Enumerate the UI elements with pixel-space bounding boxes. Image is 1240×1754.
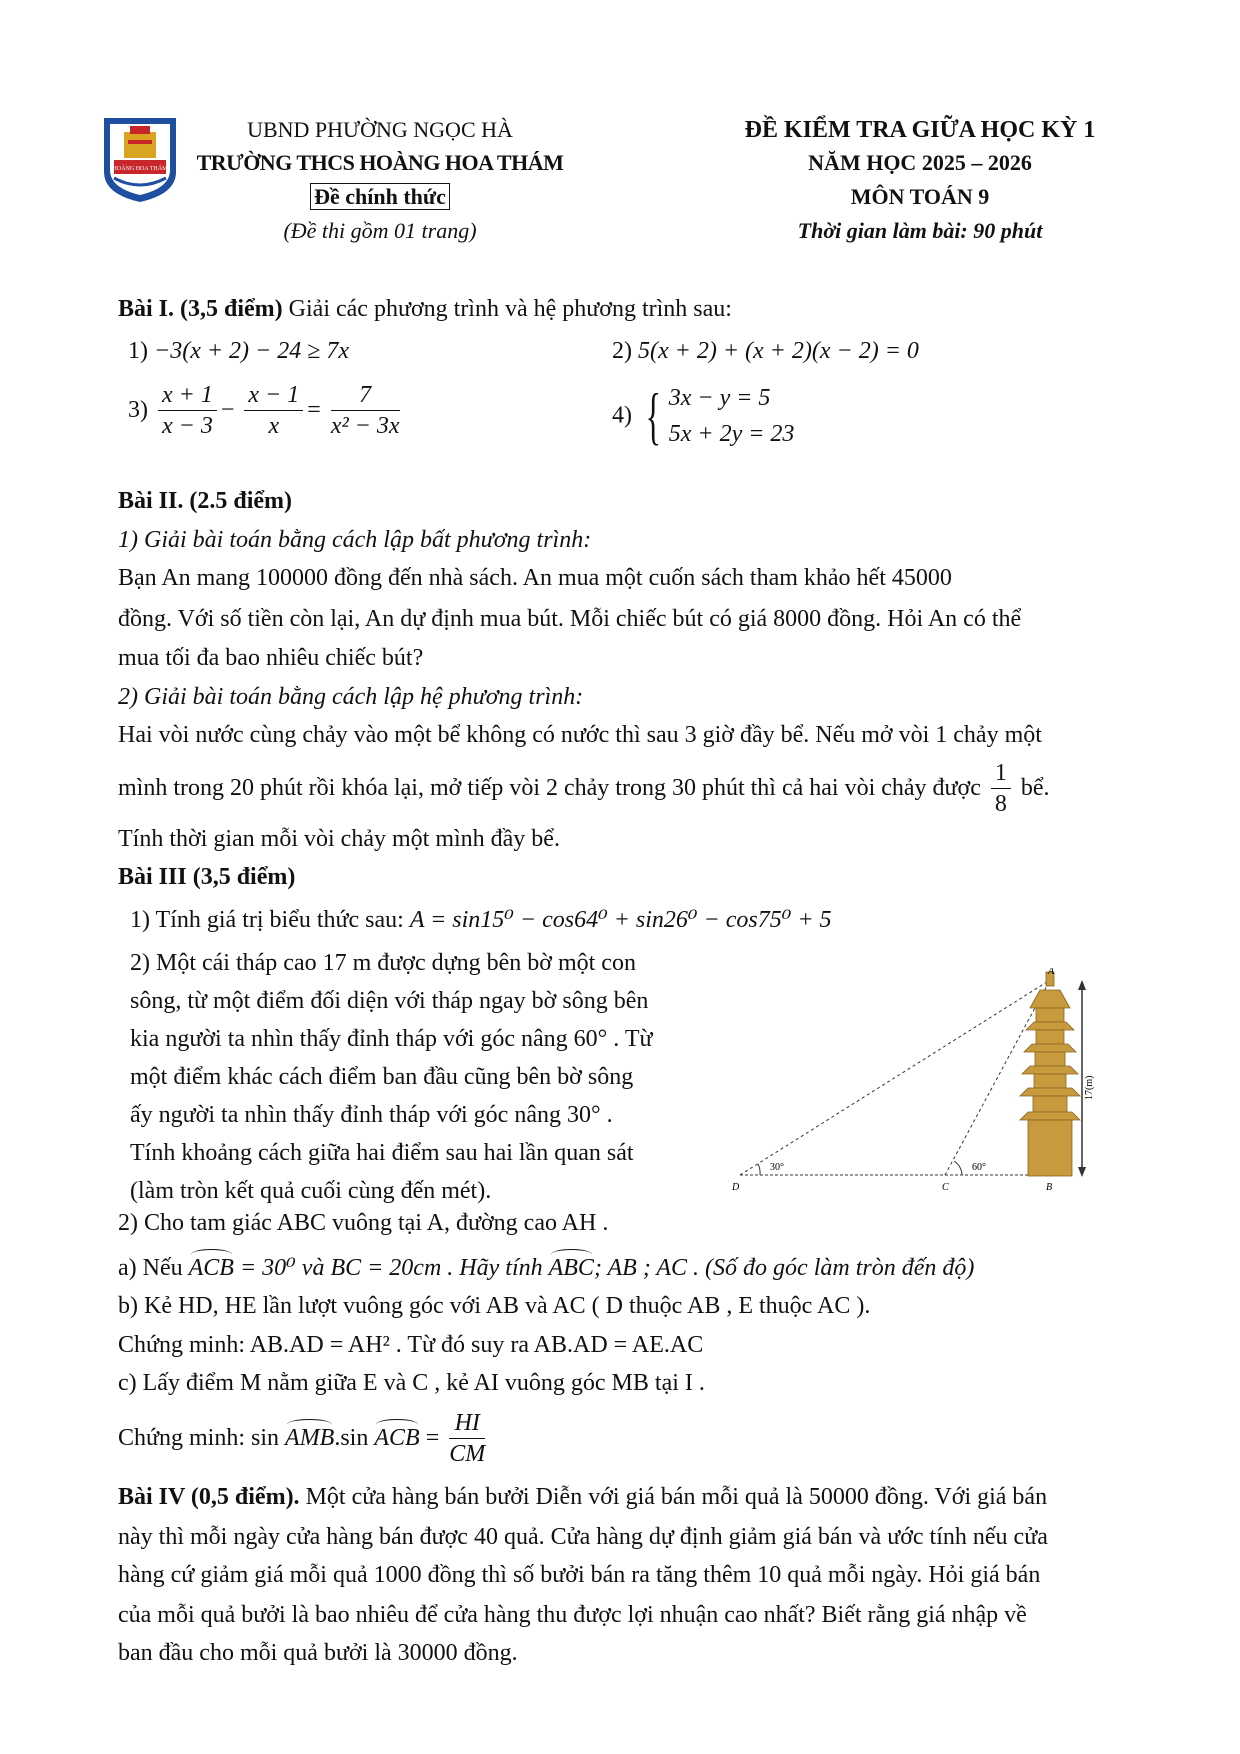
text-span: ; AB ; AC . — [593, 1255, 700, 1281]
angle-d-label: 30° — [770, 1162, 784, 1173]
bai1-q1 — [128, 338, 349, 365]
q2-line: Tính khoảng cách giữa hai điểm sau hai lần quan sát — [130, 1140, 634, 1166]
school-year: NĂM HỌC 2025 – 2026 — [808, 150, 1032, 175]
q2-line: 2) Một cái tháp cao 17 m được dựng bên bờ một con — [130, 950, 636, 976]
text-span: = 30⁰ và BC = 20cm . Hãy tính — [233, 1255, 543, 1281]
text-span: a) Nếu — [118, 1255, 183, 1281]
numerator: 7 — [331, 380, 400, 411]
bai3-qa — [118, 1253, 974, 1282]
bai2-p2-text: Hai vòi nước cùng chảy vào một bể không có nước thì sau 3 giờ đầy bể. Nếu mở vòi 1 chảy một — [118, 722, 1042, 748]
angle: ACB — [188, 1255, 234, 1281]
bai3-qc1: c) Lấy điểm M nằm giữa E và C , kẻ AI vuông góc MB tại I . — [118, 1370, 705, 1396]
angle-c-label: 60° — [972, 1162, 986, 1173]
denominator: x — [268, 413, 280, 439]
bai2-p1-text: Bạn An mang 100000 đồng đến nhà sách. An mua một cuốn sách tham khảo hết 45000 — [118, 565, 952, 591]
bai4-line: hàng cứ giảm giá mỗi quả 1000 đồng thì số bưởi bán ra tăng thêm 10 quả mỗi ngày. Hỏi giá bán — [118, 1562, 1041, 1588]
q2-line: một điểm khác cách điểm ban đầu cũng bên bờ sông — [130, 1064, 634, 1090]
numerator: x − 1 — [244, 380, 303, 411]
fraction — [244, 380, 303, 441]
numerator: HI — [449, 1408, 485, 1439]
bai4-title: Bài IV (0,5 điểm). — [118, 1484, 300, 1510]
q-text: 1) Tính giá trị biểu thức sau: — [130, 907, 404, 933]
denominator: 8 — [994, 791, 1007, 817]
bai3-q1 — [130, 905, 832, 934]
denominator: x² − 3x — [330, 413, 400, 439]
bai3-title: Bài III (3,5 điểm) — [118, 864, 296, 890]
q-expression: −3(x + 2) − 24 ≥ 7x — [154, 338, 350, 364]
height-label: 17(m) — [1084, 1075, 1095, 1100]
bai3-qb1: b) Kẻ HD, HE lần lượt vuông góc với AB và AC ( D thuộc AB , E thuộc AC ). — [118, 1293, 871, 1319]
angle: ACB — [374, 1425, 420, 1451]
q-number: 4) — [612, 402, 632, 429]
denominator: CM — [449, 1441, 486, 1467]
bai3-qb2: Chứng minh: AB.AD = AH² . Từ đó suy ra AB.AD = AE.AC — [118, 1332, 704, 1358]
label-a: A — [1048, 968, 1055, 977]
bai4-line: này thì mỗi ngày cửa hàng bán được 40 quả. Cửa hàng dự định giảm giá bán và ước tính nếu cửa — [118, 1524, 1048, 1550]
bai3-qc2 — [118, 1408, 489, 1469]
bai1-q4 — [612, 380, 794, 452]
bai1-heading — [118, 296, 732, 323]
denominator: x − 3 — [162, 413, 213, 439]
angle: AMB — [285, 1425, 335, 1451]
q-expression: A = sin15⁰ − cos64⁰ + sin26⁰ − cos75⁰ + 5 — [409, 907, 832, 933]
bai1-intro: Giải các phương trình và hệ phương trình sau: — [282, 296, 732, 322]
bai1-q3: 3) $\frac{x + 1}{x - 3}$ − $\frac{x - 1}{x}$ = $\frac{7}{\text{x² − 3x}}$ — [128, 382, 400, 439]
numerator: 1 — [991, 758, 1011, 789]
bai2-title: Bài II. (2.5 điểm) — [118, 488, 292, 514]
q-number: 1) — [128, 338, 148, 364]
text-span: bể. — [1020, 775, 1050, 801]
bai2-p2-text: Tính thời gian mỗi vòi chảy một mình đầy bể. — [118, 826, 560, 852]
exam-title: ĐỀ KIỂM TRA GIỮA HỌC KỲ 1 — [744, 117, 1096, 143]
fraction — [158, 380, 217, 441]
bai3-q3: 2) Cho tam giác ABC vuông tại A, đường cao AH . — [118, 1210, 609, 1236]
q-number: 2) — [612, 338, 632, 364]
tower-figure — [730, 968, 1100, 1193]
header-right — [660, 115, 1180, 249]
header-left — [180, 115, 580, 249]
text-span: Một cửa hàng bán bưởi Diễn với giá bán mỗi quả là 50000 đồng. Với giá bán — [299, 1484, 1048, 1510]
page-count-note: (Đề thi gồm 01 trang) — [283, 218, 477, 243]
q-number: 3) — [128, 397, 148, 423]
time-limit: Thời gian làm bài: 90 phút — [797, 218, 1043, 243]
official-label: Đề chính thức — [310, 183, 450, 210]
equation: 5x + 2y = 23 — [668, 421, 795, 447]
bai2-p1-text: đồng. Với số tiền còn lại, An dự định mua bút. Mỗi chiếc bút có giá 8000 đồng. Hỏi An có thể — [118, 606, 1022, 632]
bai4-line: của mỗi quả bưởi là bao nhiêu để cửa hàng thu được lợi nhuận cao nhất? Biết rằng giá nhập về — [118, 1602, 1027, 1628]
q2-line: ấy người ta nhìn thấy đỉnh tháp với góc nâng 30° . — [130, 1102, 613, 1128]
bai4-line1 — [118, 1484, 1047, 1511]
q2-line: kia người ta nhìn thấy đỉnh tháp với góc nâng 60° . Từ — [130, 1026, 653, 1052]
text-span: .sin — [334, 1425, 369, 1451]
label-d: D — [732, 1182, 740, 1193]
bai1-title: Bài I. (3,5 điểm) — [118, 296, 283, 322]
label-b: B — [1046, 1182, 1053, 1193]
label-c: C — [942, 1182, 949, 1193]
bai3-q2-block — [130, 944, 730, 1210]
q2-line: (làm tròn kết quả cuối cùng đến mét). — [130, 1178, 492, 1204]
bai2-p1-text: mua tối đa bao nhiêu chiếc bút? — [118, 645, 424, 671]
department-name: UBND PHƯỜNG NGỌC HÀ — [247, 117, 513, 142]
q-expression: 5(x + 2) + (x + 2)(x − 2) = 0 — [638, 338, 919, 364]
text-span: = — [419, 1425, 440, 1451]
bai4-line: ban đầu cho mỗi quả bưởi là 30000 đồng. — [118, 1640, 518, 1666]
fraction — [331, 380, 400, 441]
q2-line: sông, từ một điểm đối diện với tháp ngay bờ sông bên — [130, 988, 649, 1014]
equation: 3x − y = 5 — [668, 385, 771, 411]
bai1-q2 — [612, 338, 919, 365]
text-span: mình trong 20 phút rồi khóa lại, mở tiếp vòi 2 chảy trong 30 phút thì cả hai vòi chảy được — [118, 775, 981, 801]
fraction — [991, 758, 1011, 819]
school-logo — [100, 112, 180, 204]
bai2-p2-heading: 2) Giải bài toán bằng cách lập hệ phương trình: — [118, 684, 584, 710]
system-brace: { — [645, 380, 662, 451]
text-span: Chứng minh: sin — [118, 1425, 280, 1451]
school-name: TRƯỜNG THCS HOÀNG HOA THÁM — [196, 150, 564, 175]
bai2-p1-heading: 1) Giải bài toán bằng cách lập bất phương trình: — [118, 527, 592, 553]
fraction — [449, 1408, 485, 1469]
numerator: x + 1 — [158, 380, 217, 411]
angle: ABC — [548, 1255, 594, 1281]
equation-system — [669, 380, 795, 452]
note: (Số đo góc làm tròn đến độ) — [699, 1255, 975, 1281]
subject: MÔN TOÁN 9 — [850, 184, 990, 209]
bai2-p2-text — [118, 758, 1050, 819]
logo-text: HOÀNG HOA THÁM — [112, 166, 168, 172]
pagoda-icon — [1020, 972, 1080, 1176]
